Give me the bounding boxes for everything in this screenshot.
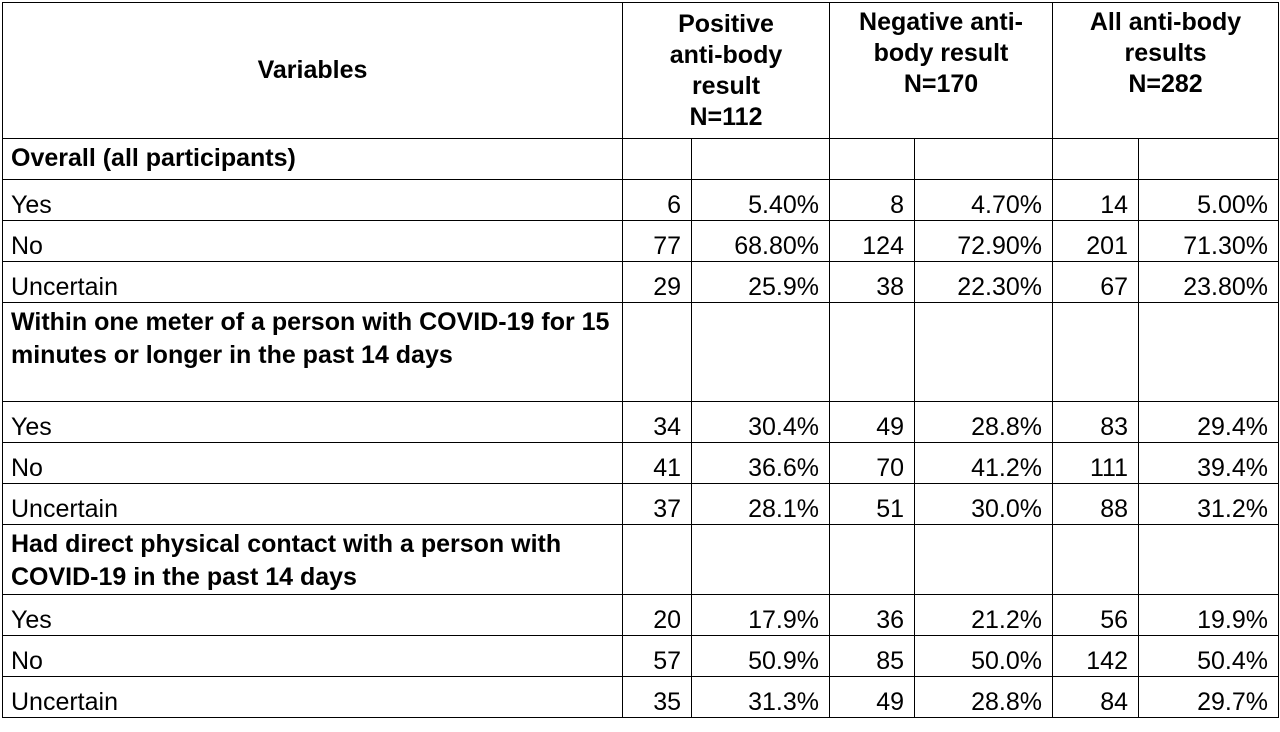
pos-percent: 5.40% <box>692 180 830 221</box>
neg-percent: 50.0% <box>915 636 1053 677</box>
row-label: Yes <box>3 595 623 636</box>
all-count: 84 <box>1053 677 1139 718</box>
pos-count: 29 <box>623 262 692 303</box>
neg-percent: 28.8% <box>915 402 1053 443</box>
header-all-line: results <box>1124 39 1207 67</box>
table-cell <box>692 303 830 402</box>
all-percent: 71.30% <box>1139 221 1279 262</box>
row-label: No <box>3 443 623 484</box>
row-label: Yes <box>3 180 623 221</box>
header-all-line: All anti-body <box>1089 8 1242 36</box>
neg-percent: 4.70% <box>915 180 1053 221</box>
table-cell <box>830 139 915 180</box>
pos-percent: 68.80% <box>692 221 830 262</box>
neg-count: 49 <box>830 402 915 443</box>
table-row <box>3 180 1279 221</box>
header-positive-line: Positive <box>678 9 774 38</box>
table-cell <box>1139 525 1279 595</box>
pos-count: 6 <box>623 180 692 221</box>
neg-percent: 41.2% <box>915 443 1053 484</box>
header-variables: Variables <box>3 3 623 139</box>
all-count: 88 <box>1053 484 1139 525</box>
header-all-line: N=282 <box>1128 70 1203 98</box>
row-label: No <box>3 221 623 262</box>
all-percent: 29.4% <box>1139 402 1279 443</box>
table-cell <box>830 303 915 402</box>
table-row <box>3 677 1279 718</box>
table-row <box>3 443 1279 484</box>
header-negative-line: body result <box>873 39 1009 67</box>
table-cell <box>830 525 915 595</box>
all-count: 83 <box>1053 402 1139 443</box>
header-positive-line: result <box>691 71 761 100</box>
all-count: 67 <box>1053 262 1139 303</box>
table-cell <box>1053 525 1139 595</box>
all-percent: 29.7% <box>1139 677 1279 718</box>
neg-percent: 21.2% <box>915 595 1053 636</box>
pos-percent: 17.9% <box>692 595 830 636</box>
table-row <box>3 636 1279 677</box>
section-title: Had direct physical contact with a person with COVID-19 in the past 14 days <box>3 525 623 595</box>
table-cell <box>1053 303 1139 402</box>
header-all <box>1053 3 1279 139</box>
header-row <box>3 3 1279 139</box>
table-row <box>3 402 1279 443</box>
all-percent: 19.9% <box>1139 595 1279 636</box>
pos-count: 41 <box>623 443 692 484</box>
pos-count: 77 <box>623 221 692 262</box>
row-label: No <box>3 636 623 677</box>
all-percent: 31.2% <box>1139 484 1279 525</box>
all-percent: 39.4% <box>1139 443 1279 484</box>
table-cell <box>692 525 830 595</box>
pos-count: 37 <box>623 484 692 525</box>
pos-count: 34 <box>623 402 692 443</box>
pos-count: 35 <box>623 677 692 718</box>
all-count: 14 <box>1053 180 1139 221</box>
all-count: 201 <box>1053 221 1139 262</box>
header-positive-line: N=112 <box>689 102 763 131</box>
neg-count: 51 <box>830 484 915 525</box>
table-cell <box>1139 303 1279 402</box>
neg-count: 8 <box>830 180 915 221</box>
pos-percent: 28.1% <box>692 484 830 525</box>
table-row <box>3 595 1279 636</box>
table-cell <box>1139 139 1279 180</box>
section-row <box>3 525 1279 595</box>
all-count: 142 <box>1053 636 1139 677</box>
pos-percent: 25.9% <box>692 262 830 303</box>
table-cell <box>1053 139 1139 180</box>
results-table <box>2 2 1279 718</box>
section-row <box>3 139 1279 180</box>
table-row <box>3 484 1279 525</box>
row-label: Uncertain <box>3 262 623 303</box>
neg-count: 124 <box>830 221 915 262</box>
pos-count: 57 <box>623 636 692 677</box>
section-title: Within one meter of a person with COVID-19 for 15 minutes or longer in the past 14 days <box>3 303 623 402</box>
neg-count: 49 <box>830 677 915 718</box>
table-cell <box>915 525 1053 595</box>
header-positive <box>623 3 830 139</box>
table-cell <box>623 525 692 595</box>
table-cell <box>623 139 692 180</box>
header-negative-line: N=170 <box>903 70 979 98</box>
table-cell <box>915 139 1053 180</box>
all-percent: 5.00% <box>1139 180 1279 221</box>
table-cell <box>623 303 692 402</box>
row-label: Yes <box>3 402 623 443</box>
neg-count: 38 <box>830 262 915 303</box>
all-percent: 50.4% <box>1139 636 1279 677</box>
all-count: 56 <box>1053 595 1139 636</box>
neg-count: 85 <box>830 636 915 677</box>
table-row <box>3 262 1279 303</box>
neg-count: 36 <box>830 595 915 636</box>
table-row <box>3 221 1279 262</box>
neg-count: 70 <box>830 443 915 484</box>
pos-percent: 31.3% <box>692 677 830 718</box>
pos-count: 20 <box>623 595 692 636</box>
pos-percent: 36.6% <box>692 443 830 484</box>
section-row <box>3 303 1279 402</box>
table-cell <box>915 303 1053 402</box>
pos-percent: 50.9% <box>692 636 830 677</box>
header-negative-line: Negative anti- <box>859 8 1023 36</box>
neg-percent: 30.0% <box>915 484 1053 525</box>
pos-percent: 30.4% <box>692 402 830 443</box>
row-label: Uncertain <box>3 677 623 718</box>
neg-percent: 22.30% <box>915 262 1053 303</box>
neg-percent: 72.90% <box>915 221 1053 262</box>
all-count: 111 <box>1053 443 1139 484</box>
table-cell <box>692 139 830 180</box>
row-label: Uncertain <box>3 484 623 525</box>
section-title: Overall (all participants) <box>3 139 623 180</box>
all-percent: 23.80% <box>1139 262 1279 303</box>
header-positive-line: anti-body <box>669 40 783 69</box>
neg-percent: 28.8% <box>915 677 1053 718</box>
header-negative <box>830 3 1053 139</box>
